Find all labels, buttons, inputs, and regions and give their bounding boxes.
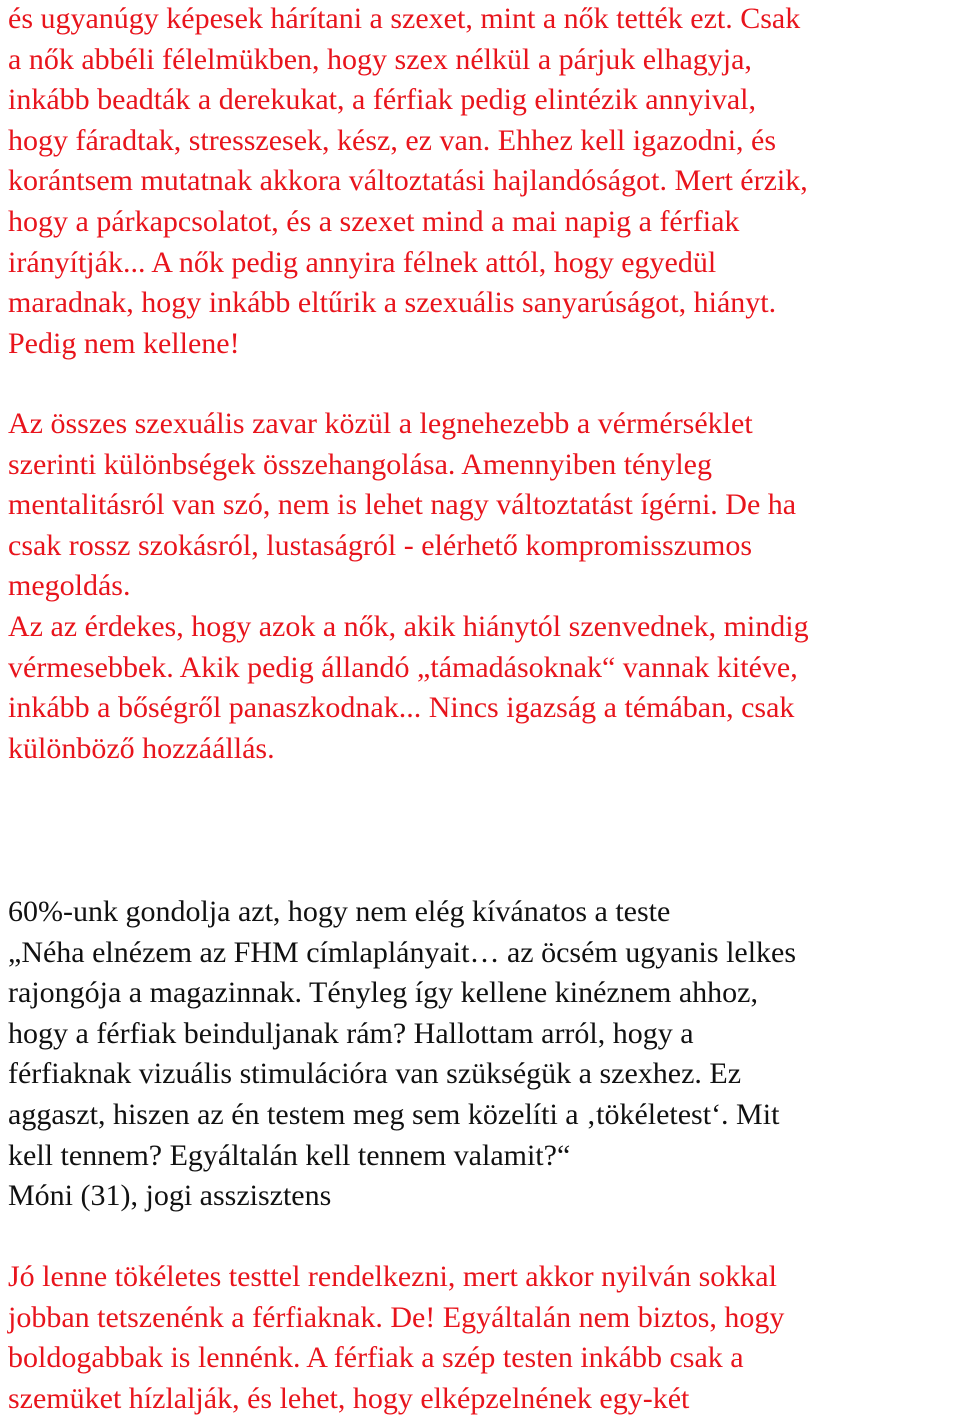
- text-line: boldogabbak is lennénk. A férfiak a szép testen inkább csak a: [8, 1341, 744, 1375]
- paragraph-red-3: [8, 1257, 956, 1419]
- text-line: megoldás.: [8, 569, 131, 603]
- text-line: különböző hozzáállás.: [8, 731, 275, 765]
- text-line: szemüket hízlalják, és lehet, hogy elképzelnének egy-két: [8, 1381, 690, 1415]
- text-line: Az összes szexuális zavar közül a legnehezebb a vérmérséklet: [8, 407, 753, 440]
- section-heading: 60%-unk gondolja azt, hogy nem elég kívánatos a teste: [8, 895, 671, 928]
- text-line: szerinti különbségek összehangolása. Amennyiben tényleg: [8, 447, 712, 481]
- quote-attribution: Móni (31), jogi asszisztens: [8, 1179, 332, 1213]
- paragraph-red-2: [8, 404, 956, 769]
- text-line: hogy fáradtak, stresszesek, kész, ez van. Ehhez kell igazodni, és: [8, 123, 777, 157]
- quote-line: aggaszt, hiszen az én testem meg sem közelíti a ‚tökéletest‘. Mit: [8, 1097, 780, 1131]
- quote-line: férfiaknak vizuális stimulációra van szükségük a szexhez. Ez: [8, 1057, 742, 1091]
- text-line: Jó lenne tökéletes testtel rendelkezni, mert akkor nyilván sokkal: [8, 1260, 777, 1293]
- text-line: csak rossz szokásról, lustaságról - elérhető kompromisszumos: [8, 528, 753, 562]
- text-line: inkább beadták a derekukat, a férfiak pedig elintézik annyival,: [8, 83, 757, 117]
- text-line: irányítják... A nők pedig annyira félnek attól, hogy egyedül: [8, 245, 717, 279]
- text-line: a nők abbéli félelmükben, hogy szex nélkül a párjuk elhagyja,: [8, 42, 752, 76]
- quote-line: kell tennem? Egyáltalán kell tennem valamit?“: [8, 1138, 571, 1172]
- text-line: korántsem mutatnak akkora változtatási hajlandóságot. Mert érzik,: [8, 164, 808, 198]
- text-line: maradnak, hogy inkább eltűrik a szexuális sanyarúságot, hiányt.: [8, 286, 777, 320]
- text-line: hogy a párkapcsolatot, és a szexet mind a mai napig a férfiak: [8, 204, 740, 238]
- quote-line: rajongója a magazinnak. Tényleg így kellene kinéznem ahhoz,: [8, 976, 758, 1010]
- text-line: Az az érdekes, hogy azok a nők, akik hiánytól szenvednek, mindig: [8, 609, 809, 643]
- quote-line: hogy a férfiak beinduljanak rám? Hallottam arról, hogy a: [8, 1016, 694, 1050]
- quote-line: „Néha elnézem az FHM címlaplányait… az öcsém ugyanis lelkes: [8, 935, 797, 969]
- text-line: és ugyanúgy képesek hárítani a szexet, mint a nők tették ezt. Csak: [8, 2, 801, 35]
- text-line: inkább a bőségről panaszkodnak... Nincs igazság a témában, csak: [8, 691, 795, 725]
- text-line: mentalitásról van szó, nem is lehet nagy változtatást ígérni. De ha: [8, 488, 797, 522]
- text-line: vérmesebbek. Akik pedig állandó „támadásoknak“ vannak kitéve,: [8, 650, 798, 684]
- text-line: Pedig nem kellene!: [8, 326, 240, 360]
- testimonial-block: [8, 892, 956, 1217]
- paragraph-red-1: [8, 0, 956, 364]
- text-line: jobban tetszenénk a férfiaknak. De! Egyáltalán nem biztos, hogy: [8, 1300, 785, 1334]
